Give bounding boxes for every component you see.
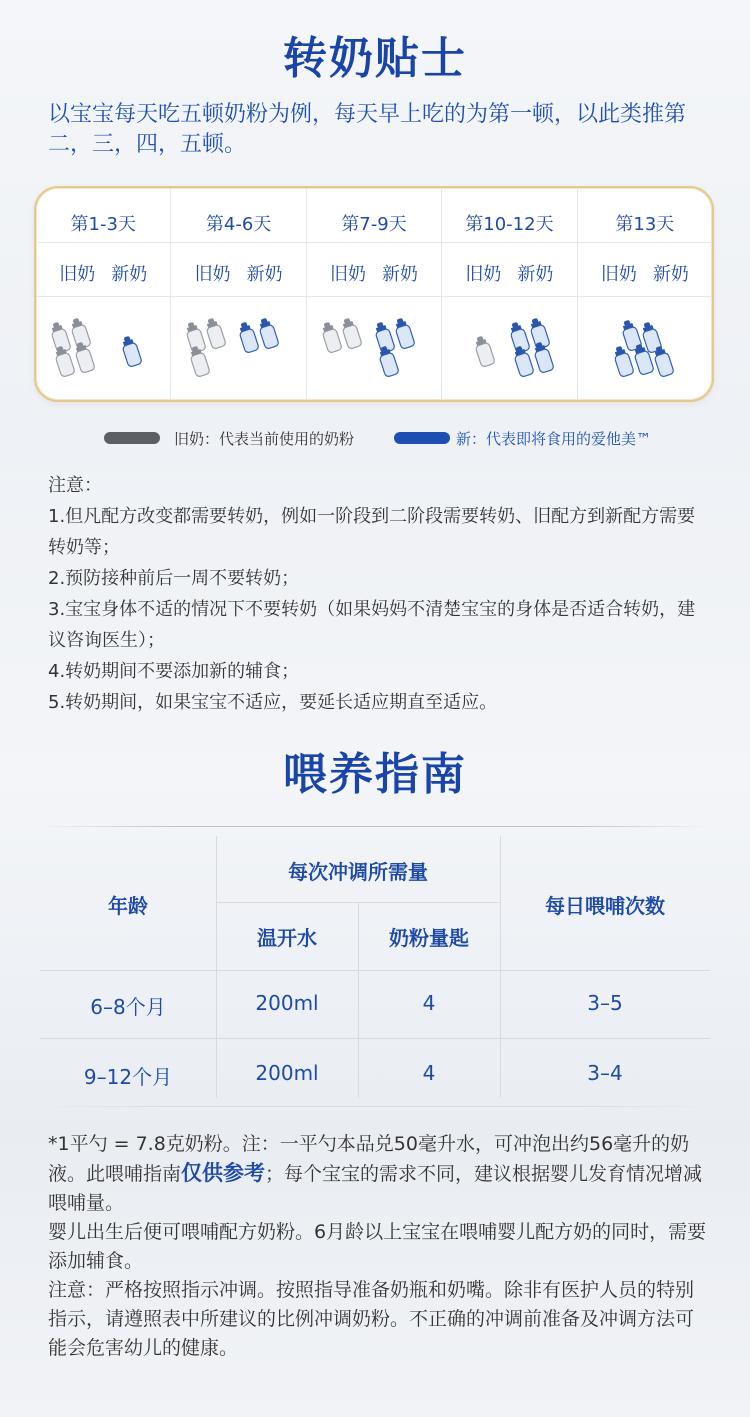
- note-item: 1.但凡配方改变都需要转奶，例如一阶段到二阶段需要转奶、旧配方到新配方需要转奶等；: [48, 506, 696, 558]
- old-milk-label: 旧奶: [330, 264, 367, 285]
- header-times: 每日喂哺次数: [545, 894, 665, 918]
- row-times: 3–4: [587, 1061, 623, 1085]
- stage-column: [171, 188, 306, 400]
- section-divider: [40, 826, 710, 827]
- card-divider: [36, 296, 712, 297]
- new-milk-label: 新奶: [517, 264, 554, 285]
- stage-day-label: 第13天: [615, 214, 675, 235]
- row-scoops: 4: [422, 991, 436, 1015]
- footnote-paragraph: [48, 1130, 708, 1218]
- bottles-group: [36, 313, 170, 388]
- stage-day-label: 第10-12天: [465, 214, 554, 235]
- milk-labels: [578, 260, 712, 286]
- note-item: 2.预防接种前后一周不要转奶；: [48, 568, 300, 589]
- stage-day-label: 第1-3天: [70, 214, 136, 235]
- legend-new-text: 新：代表即将食用的爱他美™: [456, 430, 652, 448]
- header-water: 温开水: [257, 926, 317, 950]
- bottles-group: [307, 313, 441, 388]
- new-milk-label: 新奶: [246, 264, 283, 285]
- footnote-text: ；每个宝宝的需求不同，建议根据婴儿发育情况增减喂哺量。: [48, 1163, 703, 1214]
- legend-old-swatch: [104, 432, 160, 444]
- stage-day-label: 第7-9天: [341, 214, 407, 235]
- header-scoops: 奶粉量匙: [389, 926, 469, 950]
- note-item: 5.转奶期间，如果宝宝不适应，要延长适应期直至适应。: [48, 692, 498, 713]
- stage-column: [36, 188, 171, 400]
- stage-column: [307, 188, 442, 400]
- old-milk-label: 旧奶: [59, 264, 96, 285]
- new-milk-label: 新奶: [382, 264, 419, 285]
- stage-column: [442, 188, 577, 400]
- row-age: 9–12个月: [83, 1065, 173, 1089]
- new-milk-label: 新奶: [652, 264, 689, 285]
- milk-labels: [442, 260, 576, 286]
- section-title-feeding: 喂养指南: [283, 749, 467, 800]
- milk-labels: [36, 260, 170, 286]
- footnote-paragraph: 婴儿出生后便可喂哺配方奶粉。6月龄以上宝宝在喂哺婴儿配方奶的同时，需要添加辅食。: [48, 1221, 707, 1272]
- footnote-paragraph: 注意：严格按照指示冲调。按照指导准备奶瓶和奶嘴。除非有医护人员的特别指示，请遵照表中所建议的比例冲调奶粉。不正确的冲调前准备及冲调方法可能会危害幼儿的健康。: [48, 1279, 695, 1359]
- milk-labels: [171, 260, 305, 286]
- header-age: 年龄: [108, 894, 148, 918]
- section-title-transition: 转奶贴士: [283, 33, 467, 84]
- stage-day-label: 第4-6天: [205, 214, 272, 235]
- intro-text: 以宝宝每天吃五顿奶粉为例，每天早上吃的为第一顿，以此类推第二，三，四，五顿。: [48, 102, 687, 157]
- legend-new-swatch: [394, 432, 450, 444]
- card-divider: [36, 242, 712, 243]
- legend-old-text: 旧奶：代表当前使用的奶粉: [174, 430, 355, 448]
- row-water: 200ml: [255, 991, 319, 1015]
- row-age: 6–8个月: [90, 995, 166, 1019]
- header-amount: 每次冲调所需量: [288, 860, 428, 884]
- note-item: 4.转奶期间不要添加新的辅食；: [48, 661, 300, 682]
- stage-column: [578, 188, 712, 400]
- old-milk-label: 旧奶: [194, 264, 231, 285]
- transition-card: [34, 186, 714, 402]
- row-water: 200ml: [255, 1061, 319, 1085]
- old-milk-label: 旧奶: [465, 264, 502, 285]
- footnote-text: *1平勺 = 7.8克奶粉。注：一平勺本品兑50毫升水，可冲泡出约56毫升的奶液。此喂哺指南: [48, 1133, 690, 1185]
- bottles-group: [171, 313, 305, 388]
- notes-heading: 注意：: [48, 475, 102, 496]
- note-item: 3.宝宝身体不适的情况下不要转奶（如果妈妈不清楚宝宝的身体是否适合转奶，建议咨询医生）；: [48, 599, 696, 651]
- old-milk-label: 旧奶: [600, 264, 637, 285]
- footnote-block: [48, 1130, 708, 1363]
- new-milk-label: 新奶: [111, 264, 148, 285]
- notes-block: [48, 470, 708, 718]
- bottles-group: [578, 313, 712, 388]
- bottles-group: [442, 313, 576, 388]
- feeding-table: [40, 836, 710, 1116]
- row-times: 3–5: [587, 991, 623, 1015]
- footnote-emphasis: 仅供参考: [181, 1161, 266, 1185]
- milk-labels: [307, 260, 441, 286]
- row-scoops: 4: [422, 1061, 436, 1085]
